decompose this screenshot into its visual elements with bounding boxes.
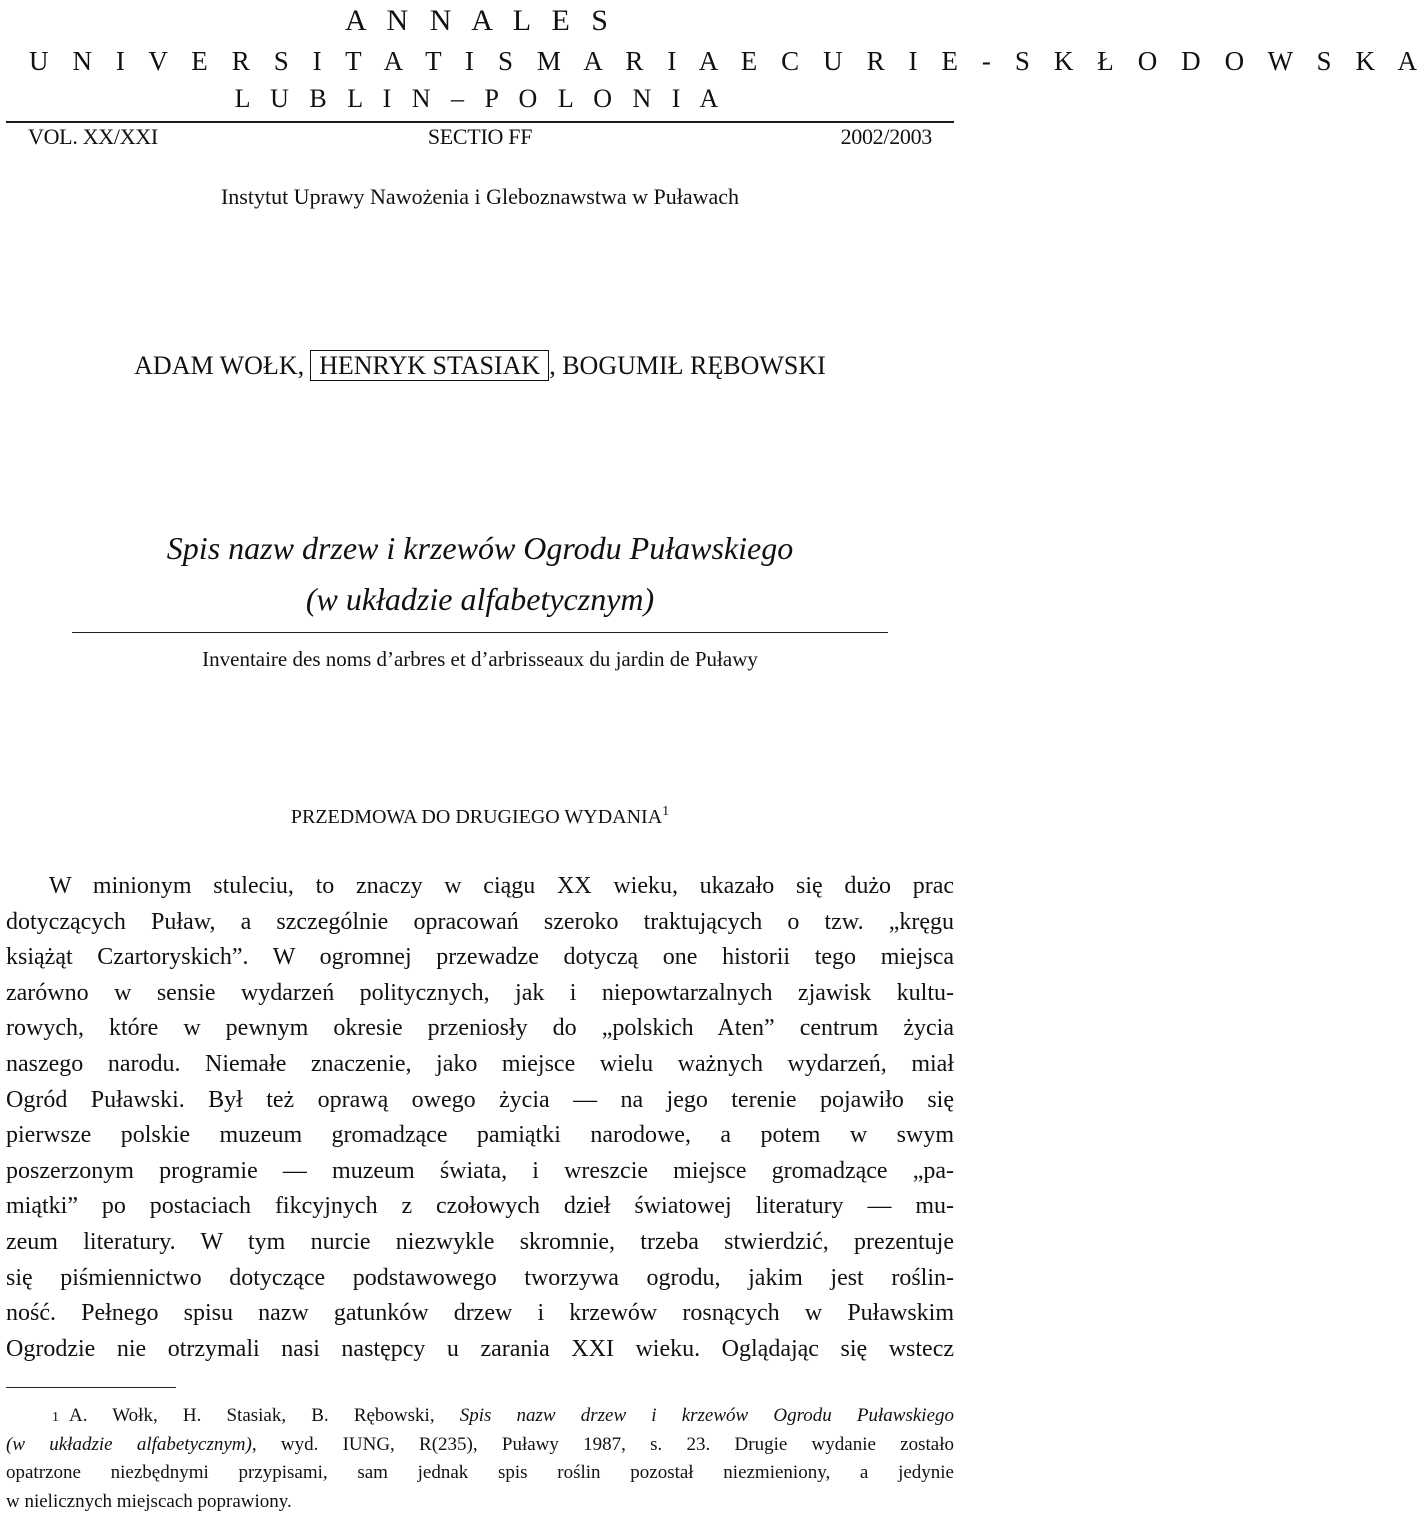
section-label: SECTIO FF	[427, 124, 533, 149]
university-name: U N I V E R S I T A T I S M A R I A E C U R I E - S K Ł O D O W S K A	[29, 46, 1426, 76]
body-line: książąt Czartoryskich”. W ogromnej przewadze dotyczą one historii tego miejsca	[6, 944, 954, 971]
body-line: zarówno w sensie wydarzeń politycznych, jak i niepowtarzalnych zjawisk kultu-	[6, 979, 954, 1006]
footnote-mark: 1	[52, 1410, 59, 1425]
body-line: ność. Pełnego spisu nazw gatunków drzew i krzewów rosnących w Puławskim	[6, 1300, 954, 1327]
footnote-line	[6, 1402, 954, 1431]
body-line: się piśmiennictwo dotyczące podstawowego tworzywa ogrodu, jakim jest roślin-	[6, 1264, 954, 1291]
body-line: miątki” po postaciach fikcyjnych z czołowych dzieł światowej literatury — mu-	[6, 1193, 954, 1220]
article-title-line1: Spis nazw drzew i krzewów Ogrodu Puławskiego	[166, 530, 794, 566]
footnote-citation: A. Wołk, H. Stasiak, B. Rębowski,	[69, 1405, 460, 1426]
footnote-line: w nielicznych miejscach poprawiony.	[6, 1490, 292, 1512]
footnote-line	[6, 1431, 954, 1460]
body-line: rowych, które w pewnym okresie przeniosły do „polskich Aten” centrum życia	[6, 1015, 954, 1042]
publication-location: L U B L I N – P O L O N I A	[234, 84, 726, 113]
author-rest: , BOGUMIŁ RĘBOWSKI	[549, 351, 826, 380]
footnote-reference: 1	[662, 804, 670, 819]
body-line: dotyczących Puław, a szczególnie opracowań szeroko traktujących o tzw. „kręgu	[6, 908, 954, 935]
publication-years: 2002/2003	[840, 124, 932, 149]
institute-affiliation: Instytut Uprawy Nawożenia i Gleboznawstwa w Puławach	[220, 184, 740, 209]
article-title-line2: (w układzie alfabetycznym)	[305, 581, 655, 617]
author-list	[0, 351, 960, 381]
footnote-divider	[6, 1387, 176, 1388]
section-heading	[0, 806, 960, 829]
body-paragraph	[6, 869, 954, 1367]
body-line: poszerzonym programie — muzeum świata, i wreszcie miejsce gromadzące „pa-	[6, 1157, 954, 1184]
footnote-cited-title: Spis nazw drzew i krzewów Ogrodu Puławskiego	[459, 1405, 954, 1426]
footnote-line: opatrzone niezbędnymi przypisami, sam jednak spis roślin pozostał niezmieniony, a jedynie	[6, 1462, 954, 1483]
body-line: zeum literatury. W tym nurcie niezwykle skromnie, trzeba stwierdzić, prezentuje	[6, 1228, 954, 1255]
title-divider	[72, 632, 888, 633]
author-boxed: HENRYK STASIAK	[310, 350, 549, 381]
body-line: Ogrodzie nie otrzymali nasi następcy u zarania XXI wieku. Oglądając się wstecz	[6, 1335, 954, 1362]
section-heading-text: PRZEDMOWA DO DRUGIEGO WYDANIA	[290, 806, 663, 828]
journal-title: A N N A L E S	[345, 4, 615, 37]
body-line: Ogród Puławski. Był też oprawą owego życia — na jego terenie pojawiło się	[6, 1086, 954, 1113]
footnote-publisher: wyd. IUNG, R(235), Puławy 1987, s. 23. Drugie wydanie zostało	[256, 1433, 954, 1455]
header-divider	[6, 121, 954, 123]
body-line: pierwsze polskie muzeum gromadzące pamiątki narodowe, a potem w swym	[6, 1122, 954, 1149]
author-first: ADAM WOŁK,	[134, 351, 305, 380]
body-line: naszego narodu. Niemałe znaczenie, jako miejsce wielu ważnych wydarzeń, miał	[6, 1050, 954, 1077]
footnote	[6, 1402, 954, 1516]
french-title: Inventaire des noms d’arbres et d’arbrisseaux du jardin de Puławy	[202, 647, 758, 671]
volume-number: VOL. XX/XXI	[28, 124, 158, 149]
footnote-cited-subtitle: (w układzie alfabetycznym),	[6, 1433, 257, 1455]
body-line: W minionym stuleciu, to znaczy w ciągu XX wieku, ukazało się dużo prac	[49, 873, 954, 899]
